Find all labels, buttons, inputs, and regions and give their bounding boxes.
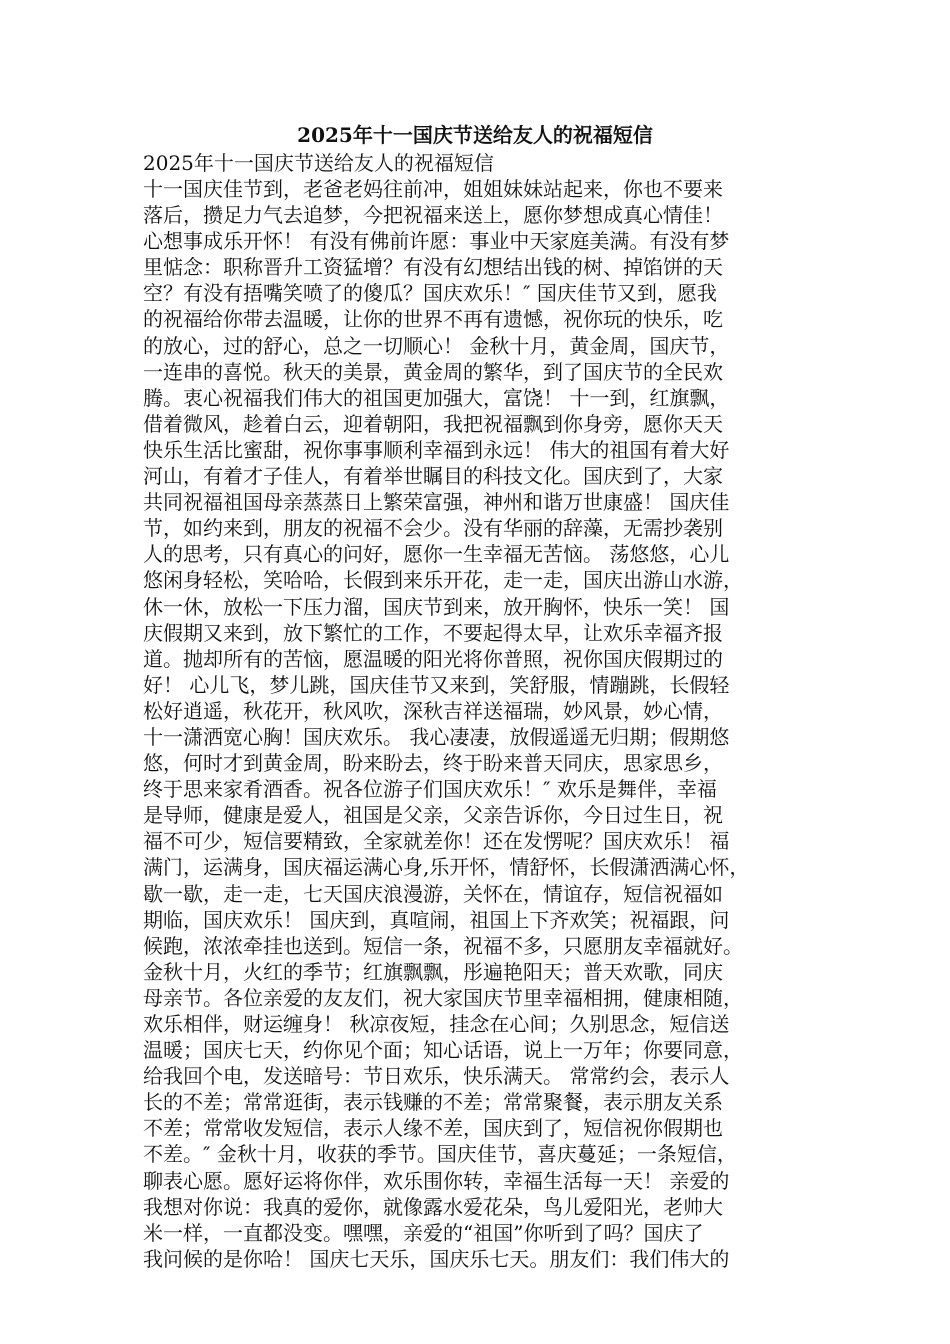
body-text-line: 金秋十月，火红的季节；红旗飘飘，彤遍艳阳天；普天欢歌，同庆 [143,959,723,984]
body-text-line: 期临，国庆欢乐！ 国庆到，真喧闹，祖国上下齐欢笑；祝福跟，问 [143,907,730,932]
body-text-line: 满门，运满身，国庆福运满心身,乐开怀，情舒怀，长假潇洒满心怀， [143,855,750,880]
body-text-line: 休一休，放松一下压力溜，国庆节到来，放开胸怀，快乐一笑！ 国 [143,594,730,619]
body-text-line: 温暖；国庆七天，约你见个面；知心话语，说上一万年；你要同意， [143,1038,743,1063]
body-text-line: 共同祝福祖国母亲蒸蒸日上繁荣富强，神州和谐万世康盛！ 国庆佳 [143,490,730,515]
body-text-line: 人的思考，只有真心的问好，愿你一生幸福无苦恼。 荡悠悠，心儿 [143,542,730,567]
body-text-line: 道。抛却所有的苦恼，愿温暖的阳光将你普照，祝你国庆假期过的 [143,646,723,671]
body-text-line: 心想事成乐开怀！ 有没有佛前许愿：事业中天家庭美满。有没有梦 [143,229,730,254]
body-text-line: 米一样，一直都没变。嘿嘿，亲爱的“祖国”你听到了吗？国庆了 [143,1220,704,1245]
body-text-line: 里惦念：职称晋升工资猛增？有没有幻想结出钱的树、掉馅饼的天 [143,255,723,280]
body-text-line: 快乐生活比蜜甜，祝你事事顺利幸福到永远！ 伟大的祖国有着大好 [143,437,730,462]
body-text-line: 我问候的是你哈！ 国庆七天乐，国庆乐七天。朋友们：我们伟大的 [143,1246,730,1271]
body-text-line: 聊表心愿。愿好运将你伴，欢乐围你转，幸福生活每一天！ 亲爱的 [143,1168,730,1193]
body-text-line: 一连串的喜悦。秋天的美景，黄金周的繁华，到了国庆节的全民欢 [143,359,723,384]
body-text-line: 长的不差；常常逛街，表示钱赚的不差；常常聚餐，表示朋友关系 [143,1090,723,1115]
body-text-line: 是导师，健康是爱人，祖国是父亲，父亲告诉你，今日过生日，祝 [143,803,723,828]
body-text-line: 欢乐相伴，财运缠身！ 秋凉夜短，挂念在心间；久别思念，短信送 [143,1012,730,1036]
body-text-line: 借着微风，趁着白云，迎着朝阳，我把祝福飘到你身旁，愿你天天 [143,411,723,436]
body-text-line: 好！ 心儿飞，梦儿跳，国庆佳节又来到，笑舒服，情蹦跳，长假轻 [143,672,730,697]
body-text-line: 我想对你说：我真的爱你，就像露水爱花朵，鸟儿爱阳光，老帅大 [143,1194,723,1219]
body-text-line: 空？有没有捂嘴笑喷了的傻瓜？国庆欢乐！″ 国庆佳节又到，愿我 [143,281,717,306]
body-text-line: 不差。″ 金秋十月，收获的季节。国庆佳节，喜庆蔓延；一条短信， [143,1142,737,1167]
body-text-line: 歇一歇，走一走，七天国庆浪漫游，关怀在，情谊存，短信祝福如 [143,881,723,906]
body-text-line: 给我回个电，发送暗号：节日欢乐，快乐满天。 常常约会，表示人 [143,1064,730,1089]
document-body [143,176,807,1272]
body-text-line: 落后，攒足力气去追梦，今把祝福来送上，愿你梦想成真心情佳！ [143,203,723,228]
body-text-line: 的祝福给你带去温暖，让你的世界不再有遗憾，祝你玩的快乐，吃 [143,307,723,332]
document-title: 2025年十一国庆节送给友人的祝福短信 [297,123,653,147]
body-text-line: 福不可少，短信要精致，全家就差你！还在发愣呢？国庆欢乐！ 福 [143,829,730,854]
body-text-line: 庆假期又来到，放下繁忙的工作，不要起得太早，让欢乐幸福齐报 [143,620,723,645]
body-text-line: 终于思来家肴酒香。祝各位游子们国庆欢乐！″ 欢乐是舞伴，幸福 [143,777,717,802]
body-text-line: 的放心，过的舒心，总之一切顺心！ 金秋十月，黄金周，国庆节， [143,333,730,358]
body-text-line: 悠闲身轻松，笑哈哈，长假到来乐开花，走一走，国庆出游山水游， [143,568,743,593]
body-text-line: 十一潇洒宽心胸！国庆欢乐。 我心凄凄，放假遥遥无归期；假期悠 [143,724,730,749]
body-text-line: 悠，何时才到黄金周，盼来盼去，终于盼来普天同庆，思家思乡， [143,751,723,776]
body-text-line: 河山，有着才子佳人，有着举世瞩目的科技文化。国庆到了，大家 [143,464,723,489]
body-text-line: 母亲节。各位亲爱的友友们，祝大家国庆节里幸福相拥，健康相随， [143,985,743,1010]
body-text-line: 十一国庆佳节到，老爸老妈往前冲，姐姐妹妹站起来，你也不要来 [143,177,723,201]
body-text-line: 不差；常常收发短信，表示人缘不差，国庆到了，短信祝你假期也 [143,1116,723,1141]
body-text-line: 候跑，浓浓牵挂也送到。短信一条，祝福不多，只愿朋友幸福就好。 [143,933,743,958]
body-text-line: 松好逍遥，秋花开，秋风吹，深秋吉祥送福瑞，妙风景，妙心情， [143,698,723,723]
body-text-line: 腾。衷心祝福我们伟大的祖国更加强大，富饶！ 十一到，红旗飘， [143,385,730,410]
document-subtitle: 2025年十一国庆节送给友人的祝福短信 [143,151,494,175]
body-text-line: 节，如约来到，朋友的祝福不会少。没有华丽的辞藻，无需抄袭别 [143,516,723,541]
